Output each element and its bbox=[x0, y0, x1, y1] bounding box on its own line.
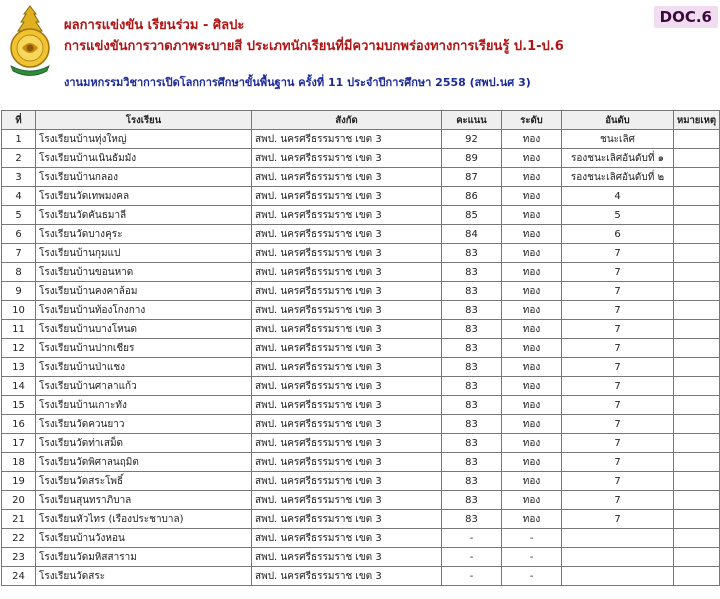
rank-cell: 7 bbox=[562, 396, 674, 415]
row-number-cell: 19 bbox=[2, 472, 36, 491]
remark-cell bbox=[674, 206, 720, 225]
school-name-cell: โรงเรียนบ้านเกาะทัง bbox=[36, 396, 252, 415]
table-row bbox=[2, 206, 720, 225]
score-cell: 89 bbox=[442, 149, 502, 168]
table-row bbox=[2, 130, 720, 149]
affiliation-cell: สพป. นครศรีธรรมราช เขต 3 bbox=[252, 567, 442, 586]
score-cell: - bbox=[442, 548, 502, 567]
rank-cell: 5 bbox=[562, 206, 674, 225]
affiliation-cell: สพป. นครศรีธรรมราช เขต 3 bbox=[252, 377, 442, 396]
table-row bbox=[2, 415, 720, 434]
table-row bbox=[2, 434, 720, 453]
medal-level-cell: ทอง bbox=[502, 244, 562, 263]
affiliation-cell: สพป. นครศรีธรรมราช เขต 3 bbox=[252, 187, 442, 206]
row-number-cell: 8 bbox=[2, 263, 36, 282]
school-name-cell: โรงเรียนบ้านคงคาล้อม bbox=[36, 282, 252, 301]
school-name-cell: โรงเรียนบ้านปากเชียร bbox=[36, 339, 252, 358]
table-row bbox=[2, 225, 720, 244]
school-name-cell: โรงเรียนบ้านวังหอน bbox=[36, 529, 252, 548]
table-row bbox=[2, 567, 720, 586]
remark-cell bbox=[674, 320, 720, 339]
affiliation-cell: สพป. นครศรีธรรมราช เขต 3 bbox=[252, 130, 442, 149]
affiliation-cell: สพป. นครศรีธรรมราช เขต 3 bbox=[252, 510, 442, 529]
row-number-cell: 10 bbox=[2, 301, 36, 320]
document-header bbox=[0, 0, 720, 100]
col-header-rank: อันดับ bbox=[562, 111, 674, 130]
remark-cell bbox=[674, 225, 720, 244]
row-number-cell: 20 bbox=[2, 491, 36, 510]
remark-cell bbox=[674, 263, 720, 282]
affiliation-cell: สพป. นครศรีธรรมราช เขต 3 bbox=[252, 529, 442, 548]
col-header-affiliation: สังกัด bbox=[252, 111, 442, 130]
affiliation-cell: สพป. นครศรีธรรมราช เขต 3 bbox=[252, 358, 442, 377]
affiliation-cell: สพป. นครศรีธรรมราช เขต 3 bbox=[252, 339, 442, 358]
affiliation-cell: สพป. นครศรีธรรมราช เขต 3 bbox=[252, 453, 442, 472]
medal-level-cell: ทอง bbox=[502, 434, 562, 453]
table-row bbox=[2, 301, 720, 320]
row-number-cell: 12 bbox=[2, 339, 36, 358]
affiliation-cell: สพป. นครศรีธรรมราช เขต 3 bbox=[252, 206, 442, 225]
table-row bbox=[2, 396, 720, 415]
rank-cell: รองชนะเลิศอันดับที่ ๒ bbox=[562, 168, 674, 187]
remark-cell bbox=[674, 529, 720, 548]
score-cell: 83 bbox=[442, 510, 502, 529]
table-header-row bbox=[2, 111, 720, 130]
score-cell: 83 bbox=[442, 301, 502, 320]
affiliation-cell: สพป. นครศรีธรรมราช เขต 3 bbox=[252, 301, 442, 320]
remark-cell bbox=[674, 339, 720, 358]
school-emblem-icon bbox=[5, 4, 55, 78]
row-number-cell: 3 bbox=[2, 168, 36, 187]
score-cell: - bbox=[442, 567, 502, 586]
medal-level-cell: ทอง bbox=[502, 415, 562, 434]
score-cell: 92 bbox=[442, 130, 502, 149]
school-name-cell: โรงเรียนวัดสระ bbox=[36, 567, 252, 586]
rank-cell: 7 bbox=[562, 491, 674, 510]
medal-level-cell: - bbox=[502, 567, 562, 586]
affiliation-cell: สพป. นครศรีธรรมราช เขต 3 bbox=[252, 491, 442, 510]
col-header-score: คะแนน bbox=[442, 111, 502, 130]
score-cell: 83 bbox=[442, 244, 502, 263]
medal-level-cell: - bbox=[502, 529, 562, 548]
remark-cell bbox=[674, 244, 720, 263]
table-row bbox=[2, 358, 720, 377]
remark-cell bbox=[674, 130, 720, 149]
row-number-cell: 7 bbox=[2, 244, 36, 263]
affiliation-cell: สพป. นครศรีธรรมราช เขต 3 bbox=[252, 396, 442, 415]
score-cell: - bbox=[442, 529, 502, 548]
school-name-cell: โรงเรียนบ้านป่าแชง bbox=[36, 358, 252, 377]
event-subtitle: งานมหกรรมวิชาการเปิดโลกการศึกษาขั้นพื้นฐาน ครั้งที่ 11 ประจำปีการศึกษา 2558 (สพป.นศ 3) bbox=[64, 76, 531, 89]
medal-level-cell: ทอง bbox=[502, 472, 562, 491]
row-number-cell: 18 bbox=[2, 453, 36, 472]
row-number-cell: 24 bbox=[2, 567, 36, 586]
school-name-cell: โรงเรียนวัดเทพมงคล bbox=[36, 187, 252, 206]
table-row bbox=[2, 339, 720, 358]
remark-cell bbox=[674, 168, 720, 187]
medal-level-cell: ทอง bbox=[502, 301, 562, 320]
rank-cell: 7 bbox=[562, 244, 674, 263]
rank-cell: รองชนะเลิศอันดับที่ ๑ bbox=[562, 149, 674, 168]
rank-cell: 6 bbox=[562, 225, 674, 244]
score-cell: 84 bbox=[442, 225, 502, 244]
score-cell: 83 bbox=[442, 377, 502, 396]
affiliation-cell: สพป. นครศรีธรรมราช เขต 3 bbox=[252, 225, 442, 244]
remark-cell bbox=[674, 567, 720, 586]
rank-cell: 7 bbox=[562, 320, 674, 339]
remark-cell bbox=[674, 510, 720, 529]
remark-cell bbox=[674, 472, 720, 491]
school-name-cell: โรงเรียนวัดบางคุระ bbox=[36, 225, 252, 244]
row-number-cell: 1 bbox=[2, 130, 36, 149]
remark-cell bbox=[674, 491, 720, 510]
rank-cell bbox=[562, 529, 674, 548]
table-row bbox=[2, 529, 720, 548]
row-number-cell: 11 bbox=[2, 320, 36, 339]
rank-cell: 7 bbox=[562, 263, 674, 282]
school-name-cell: โรงเรียนวัดควนยาว bbox=[36, 415, 252, 434]
rank-cell: 7 bbox=[562, 434, 674, 453]
rank-cell: 7 bbox=[562, 415, 674, 434]
affiliation-cell: สพป. นครศรีธรรมราช เขต 3 bbox=[252, 282, 442, 301]
remark-cell bbox=[674, 453, 720, 472]
score-cell: 83 bbox=[442, 453, 502, 472]
rank-cell: ชนะเลิศ bbox=[562, 130, 674, 149]
row-number-cell: 23 bbox=[2, 548, 36, 567]
medal-level-cell: ทอง bbox=[502, 168, 562, 187]
table-row bbox=[2, 187, 720, 206]
medal-level-cell: ทอง bbox=[502, 263, 562, 282]
remark-cell bbox=[674, 548, 720, 567]
medal-level-cell: ทอง bbox=[502, 510, 562, 529]
school-name-cell: โรงเรียนสุนทราภิบาล bbox=[36, 491, 252, 510]
table-row bbox=[2, 282, 720, 301]
medal-level-cell: ทอง bbox=[502, 130, 562, 149]
medal-level-cell: ทอง bbox=[502, 491, 562, 510]
row-number-cell: 15 bbox=[2, 396, 36, 415]
medal-level-cell: ทอง bbox=[502, 206, 562, 225]
col-header-remark: หมายเหตุ bbox=[674, 111, 720, 130]
table-row bbox=[2, 149, 720, 168]
school-name-cell: โรงเรียนหัวไทร (เรืองประชาบาล) bbox=[36, 510, 252, 529]
affiliation-cell: สพป. นครศรีธรรมราช เขต 3 bbox=[252, 320, 442, 339]
school-name-cell: โรงเรียนบ้านขอนหาด bbox=[36, 263, 252, 282]
table-row bbox=[2, 510, 720, 529]
score-cell: 83 bbox=[442, 263, 502, 282]
score-cell: 83 bbox=[442, 434, 502, 453]
score-cell: 83 bbox=[442, 415, 502, 434]
score-cell: 83 bbox=[442, 491, 502, 510]
row-number-cell: 16 bbox=[2, 415, 36, 434]
remark-cell bbox=[674, 187, 720, 206]
row-number-cell: 2 bbox=[2, 149, 36, 168]
col-header-level: ระดับ bbox=[502, 111, 562, 130]
affiliation-cell: สพป. นครศรีธรรมราช เขต 3 bbox=[252, 244, 442, 263]
medal-level-cell: - bbox=[502, 548, 562, 567]
school-name-cell: โรงเรียนบ้านกลอง bbox=[36, 168, 252, 187]
remark-cell bbox=[674, 377, 720, 396]
rank-cell: 7 bbox=[562, 358, 674, 377]
rank-cell: 7 bbox=[562, 339, 674, 358]
rank-cell: 7 bbox=[562, 453, 674, 472]
school-name-cell: โรงเรียนบ้านบางโหนด bbox=[36, 320, 252, 339]
rank-cell bbox=[562, 548, 674, 567]
rank-cell bbox=[562, 567, 674, 586]
school-name-cell: โรงเรียนวัดคันธมาลี bbox=[36, 206, 252, 225]
medal-level-cell: ทอง bbox=[502, 282, 562, 301]
col-header-school: โรงเรียน bbox=[36, 111, 252, 130]
school-name-cell: โรงเรียนบ้านทุ่งใหญ่ bbox=[36, 130, 252, 149]
school-name-cell: โรงเรียนบ้านศาลาแก้ว bbox=[36, 377, 252, 396]
affiliation-cell: สพป. นครศรีธรรมราช เขต 3 bbox=[252, 168, 442, 187]
results-table bbox=[1, 110, 720, 586]
table-row bbox=[2, 377, 720, 396]
medal-level-cell: ทอง bbox=[502, 358, 562, 377]
row-number-cell: 21 bbox=[2, 510, 36, 529]
affiliation-cell: สพป. นครศรีธรรมราช เขต 3 bbox=[252, 472, 442, 491]
rank-cell: 7 bbox=[562, 377, 674, 396]
affiliation-cell: สพป. นครศรีธรรมราช เขต 3 bbox=[252, 263, 442, 282]
competition-title: การแข่งขันการวาดภาพระบายสี ประเภทนักเรียนที่มีความบกพร่องทางการเรียนรู้ ป.1-ป.6 bbox=[64, 39, 564, 54]
remark-cell bbox=[674, 149, 720, 168]
score-cell: 87 bbox=[442, 168, 502, 187]
table-row bbox=[2, 244, 720, 263]
col-header-no: ที่ bbox=[2, 111, 36, 130]
medal-level-cell: ทอง bbox=[502, 396, 562, 415]
score-cell: 83 bbox=[442, 358, 502, 377]
school-name-cell: โรงเรียนบ้านเนินธัมมัง bbox=[36, 149, 252, 168]
medal-level-cell: ทอง bbox=[502, 453, 562, 472]
remark-cell bbox=[674, 415, 720, 434]
score-cell: 83 bbox=[442, 320, 502, 339]
doc-number-badge: DOC.6 bbox=[654, 6, 718, 28]
document-title: ผลการแข่งขัน เรียนร่วม - ศิลปะ bbox=[64, 18, 245, 33]
table-row bbox=[2, 168, 720, 187]
medal-level-cell: ทอง bbox=[502, 225, 562, 244]
remark-cell bbox=[674, 282, 720, 301]
school-name-cell: โรงเรียนวัดสระโพธิ์ bbox=[36, 472, 252, 491]
affiliation-cell: สพป. นครศรีธรรมราช เขต 3 bbox=[252, 434, 442, 453]
remark-cell bbox=[674, 301, 720, 320]
rank-cell: 7 bbox=[562, 472, 674, 491]
score-cell: 83 bbox=[442, 472, 502, 491]
row-number-cell: 9 bbox=[2, 282, 36, 301]
affiliation-cell: สพป. นครศรีธรรมราช เขต 3 bbox=[252, 415, 442, 434]
medal-level-cell: ทอง bbox=[502, 377, 562, 396]
affiliation-cell: สพป. นครศรีธรรมราช เขต 3 bbox=[252, 548, 442, 567]
school-name-cell: โรงเรียนบ้านกุมแป bbox=[36, 244, 252, 263]
remark-cell bbox=[674, 434, 720, 453]
remark-cell bbox=[674, 358, 720, 377]
rank-cell: 7 bbox=[562, 301, 674, 320]
rank-cell: 7 bbox=[562, 510, 674, 529]
row-number-cell: 5 bbox=[2, 206, 36, 225]
medal-level-cell: ทอง bbox=[502, 149, 562, 168]
table-row bbox=[2, 472, 720, 491]
school-name-cell: โรงเรียนบ้านท้องโกงกาง bbox=[36, 301, 252, 320]
score-cell: 86 bbox=[442, 187, 502, 206]
row-number-cell: 13 bbox=[2, 358, 36, 377]
school-name-cell: โรงเรียนวัดมหิสสาราม bbox=[36, 548, 252, 567]
table-row bbox=[2, 320, 720, 339]
table-row bbox=[2, 453, 720, 472]
rank-cell: 7 bbox=[562, 282, 674, 301]
table-row bbox=[2, 491, 720, 510]
row-number-cell: 22 bbox=[2, 529, 36, 548]
medal-level-cell: ทอง bbox=[502, 339, 562, 358]
score-cell: 85 bbox=[442, 206, 502, 225]
medal-level-cell: ทอง bbox=[502, 320, 562, 339]
score-cell: 83 bbox=[442, 396, 502, 415]
school-name-cell: โรงเรียนวัดท่าเสม็ด bbox=[36, 434, 252, 453]
rank-cell: 4 bbox=[562, 187, 674, 206]
score-cell: 83 bbox=[442, 339, 502, 358]
table-row bbox=[2, 263, 720, 282]
row-number-cell: 4 bbox=[2, 187, 36, 206]
row-number-cell: 6 bbox=[2, 225, 36, 244]
affiliation-cell: สพป. นครศรีธรรมราช เขต 3 bbox=[252, 149, 442, 168]
school-name-cell: โรงเรียนวัดพิศาลนฤมิต bbox=[36, 453, 252, 472]
remark-cell bbox=[674, 396, 720, 415]
table-row bbox=[2, 548, 720, 567]
row-number-cell: 14 bbox=[2, 377, 36, 396]
score-cell: 83 bbox=[442, 282, 502, 301]
row-number-cell: 17 bbox=[2, 434, 36, 453]
medal-level-cell: ทอง bbox=[502, 187, 562, 206]
